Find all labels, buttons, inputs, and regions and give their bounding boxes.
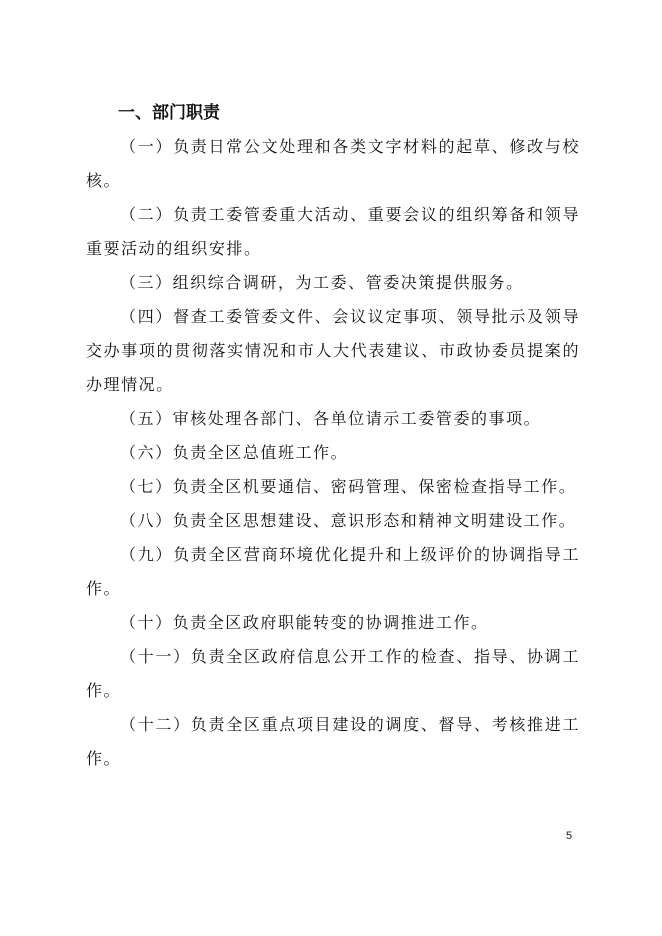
duty-paragraph-6: （六）负责全区总值班工作。 [120,443,349,462]
duty-paragraph-5: （五）审核处理各部门、各单位请示工委管委的事项。 [120,409,542,428]
duty-paragraph-2: （二）负责工委管委重大活动、重要会议的组织筹备和领导重要活动的组织安排。 [86,205,580,258]
duty-paragraph-7: （七）负责全区机要通信、密码管理、保密检查指导工作。 [120,477,577,496]
duty-paragraph-11: （十一）负责全区政府信息公开工作的检查、指导、协调工作。 [86,647,580,700]
duty-paragraph-1: （一）负责日常公文处理和各类文字材料的起草、修改与校核。 [86,137,580,190]
page-number: 5 [566,830,573,842]
duty-paragraph-10: （十）负责全区政府职能转变的协调推进工作。 [120,613,489,632]
duty-paragraph-9: （九）负责全区营商环境优化提升和上级评价的协调指导工作。 [86,545,580,598]
duty-paragraph-8: （八）负责全区思想建设、意识形态和精神文明建设工作。 [120,511,577,530]
duty-paragraph-12: （十二）负责全区重点项目建设的调度、督导、考核推进工作。 [86,715,580,768]
document-body [86,96,580,776]
section-title: 一、部门职责 [118,103,220,123]
duty-paragraph-4: （四）督查工委管委文件、会议议定事项、领导批示及领导交办事项的贯彻落实情况和市人大代表建议、市政协委员提案的办理情况。 [86,307,580,394]
duty-paragraph-3: （三）组织综合调研，为工委、管委决策提供服务。 [120,273,524,292]
